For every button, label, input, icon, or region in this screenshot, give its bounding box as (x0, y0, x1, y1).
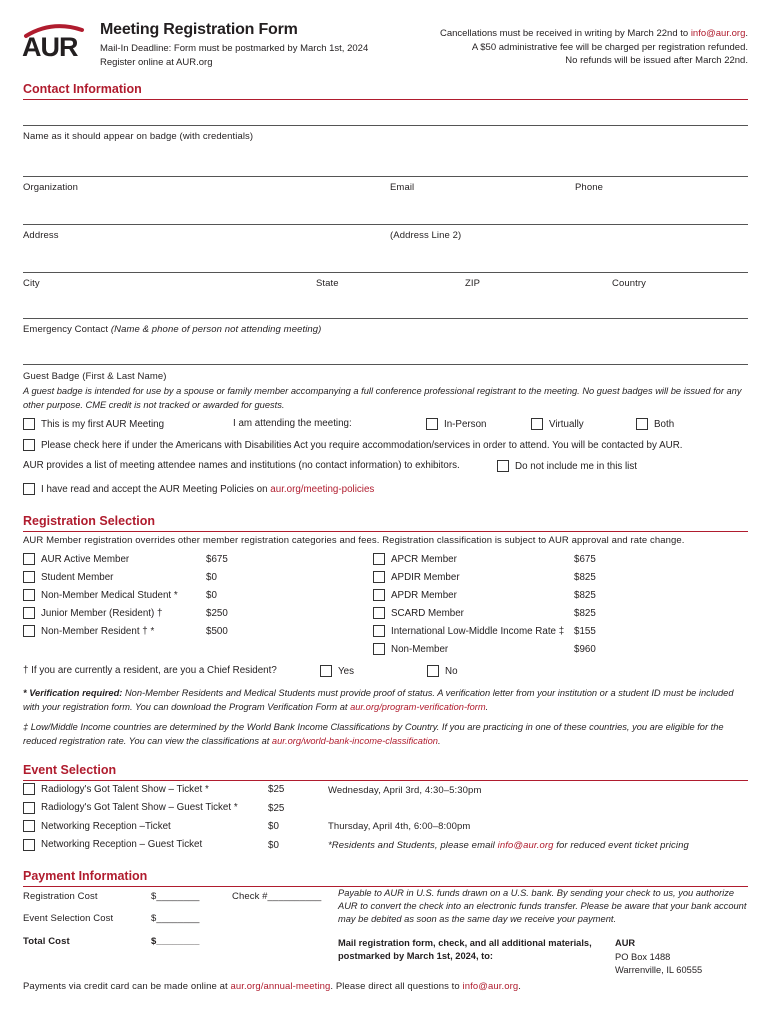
emergency-note: (Name & phone of person not attending meeting) (110, 324, 322, 335)
reg-right-checkbox[interactable] (373, 571, 385, 583)
event-label: Networking Reception –Ticket (41, 820, 171, 832)
reg-left-label: Student Member (41, 571, 114, 583)
footer-note (23, 981, 521, 992)
event-checkbox[interactable] (23, 802, 35, 814)
attending-label: I am attending the meeting: (233, 418, 352, 429)
total-cost-field[interactable]: $________ (151, 936, 200, 947)
reg-left-option (23, 553, 129, 565)
ada-label: Please check here if under the Americans with Disabilities Act you require accommodation/services in order to attend. You will be contacted by AUR. (41, 439, 683, 451)
contact-divider (23, 99, 748, 100)
event-label: Radiology's Got Talent Show – Guest Ticket * (41, 802, 238, 813)
reg-right-label: APCR Member (391, 553, 457, 565)
event-checkbox[interactable] (23, 839, 35, 851)
event-heading: Event Selection (23, 763, 117, 777)
policies-label: I have read and accept the AUR Meeting Policies on (41, 483, 268, 495)
payment-heading: Payment Information (23, 869, 148, 883)
reg-right-label: APDIR Member (391, 571, 460, 583)
guest-badge-label: Guest Badge (First & Last Name) (23, 371, 167, 382)
register-online: Register online at AUR.org (100, 57, 213, 68)
footer-email-link[interactable]: info@aur.org (462, 981, 519, 992)
reg-right-price: $155 (574, 626, 596, 637)
policies-row (23, 483, 374, 495)
reg-right-checkbox[interactable] (373, 607, 385, 619)
attendee-list-label: AUR provides a list of meeting attendee names and institutions (no contact information) to exhibitors. (23, 460, 460, 471)
ada-checkbox[interactable] (23, 439, 35, 451)
virtually-label: Virtually (549, 418, 584, 430)
event-price: $25 (268, 784, 285, 795)
reg-left-checkbox[interactable] (23, 571, 35, 583)
event-price: $25 (268, 802, 285, 814)
reg-right-label: Non-Member (391, 643, 449, 655)
event-checkbox[interactable] (23, 820, 35, 832)
event-date-thursday: Thursday, April 4th, 6:00–8:00pm (328, 821, 471, 832)
ada-row (23, 439, 683, 451)
email-label: Email (390, 182, 415, 193)
contact-heading: Contact Information (23, 82, 142, 96)
event-cost-label: Event Selection Cost (23, 913, 114, 924)
mail-instructions: Mail registration form, check, and all additional materials, postmarked by March 1st, 2024, to: (338, 938, 592, 961)
reg-left-checkbox[interactable] (23, 553, 35, 565)
reg-left-label: Non-Member Resident † * (41, 625, 155, 637)
policies-link[interactable]: aur.org/meeting-policies (270, 483, 375, 495)
emergency-text: Emergency Contact (23, 324, 111, 335)
attendee-list-row (23, 460, 460, 471)
reg-left-checkbox[interactable] (23, 589, 35, 601)
badge-name-field[interactable] (23, 125, 748, 126)
registration-divider (23, 531, 748, 532)
do-not-include-row (497, 460, 637, 472)
address2-label: (Address Line 2) (390, 230, 462, 241)
reg-right-checkbox[interactable] (373, 589, 385, 601)
event-note-text: *Residents and Students, please email (328, 840, 498, 851)
reg-right-option (373, 607, 464, 619)
event-price: $0 (268, 821, 279, 832)
do-not-include-label: Do not include me in this list (515, 460, 637, 472)
emergency-field[interactable] (23, 318, 748, 319)
cancel-text: Cancellations must be received in writing by March 22nd to (439, 28, 691, 39)
organization-label: Organization (23, 182, 79, 193)
event-divider (23, 780, 748, 781)
reg-right-price: $825 (574, 608, 596, 619)
guest-badge-field[interactable] (23, 364, 748, 365)
virtually-row (531, 418, 584, 430)
reg-right-price: $960 (574, 644, 596, 655)
reg-left-price: $675 (206, 554, 228, 565)
reg-left-option (23, 607, 162, 619)
virtually-checkbox[interactable] (531, 418, 543, 430)
verification-end: . (485, 702, 489, 712)
both-checkbox[interactable] (636, 418, 648, 430)
no-refund-note: No refunds will be issued after March 22nd. (565, 55, 748, 66)
aur-logo (22, 22, 86, 64)
reg-left-option (23, 625, 154, 637)
first-meeting-label: This is my first AUR Meeting (41, 418, 165, 430)
footer-end: . (518, 981, 522, 992)
event-cost-field[interactable]: $________ (151, 913, 200, 924)
event-pricing-note (328, 840, 689, 851)
lmi-text: ‡ Low/Middle Income countries are determined by the World Bank Income Classifications by Country. If you are practicing in one of these countries, you are eligible for the reduced registration rate. You can view the classifications at (23, 722, 724, 746)
reg-right-option (373, 625, 564, 637)
guest-badge-note: A guest badge is intended for use by a spouse or family member accompanying a full conference professional registrant to the meeting. No guest badges will be issued for any other purpose. CME credit is not tracked or awarded for guests. (23, 386, 742, 410)
event-option (23, 783, 209, 795)
event-label: Networking Reception – Guest Ticket (41, 839, 203, 850)
address-label: Address (23, 230, 59, 241)
in-person-label: In-Person (444, 418, 487, 430)
admin-fee-note: A $50 administrative fee will be charged per registration refunded. (471, 41, 748, 53)
payable-note: Payable to AUR in U.S. funds drawn on a U.S. bank. By sending your check to us, you authorize AUR to convert the check into an electronic funds transfer. Please be aware that your bank account may be debited as soon as the same day we receive your payment. (338, 888, 747, 924)
event-price: $0 (268, 839, 279, 851)
check-number-field[interactable]: Check #__________ (232, 891, 322, 902)
registration-cost-label: Registration Cost (23, 891, 98, 902)
form-title: Meeting Registration Form (100, 21, 298, 38)
reg-right-option (373, 643, 448, 655)
in-person-row (426, 418, 486, 430)
badge-name-label: Name as it should appear on badge (with credentials) (23, 131, 254, 142)
verification-text: Non-Member Residents and Medical Students must provide proof of status. A verification letter from your institution or a student ID must be included with your registration form. You can download the Program Verification Form at (23, 688, 734, 712)
reg-left-option (23, 589, 178, 601)
lmi-note (23, 720, 748, 748)
reg-right-label: SCARD Member (391, 607, 464, 619)
both-label: Both (654, 418, 675, 430)
chief-yes-checkbox[interactable] (320, 665, 332, 677)
first-meeting-row (23, 418, 164, 430)
chief-yes-label: Yes (338, 665, 354, 677)
phone-label: Phone (575, 182, 603, 193)
city-state-field[interactable] (23, 272, 748, 273)
reg-right-checkbox[interactable] (373, 625, 385, 637)
event-checkbox[interactable] (23, 783, 35, 795)
chief-question-row (23, 665, 277, 676)
verification-link[interactable]: aur.org/program-verification-form (350, 702, 486, 712)
reg-left-label: AUR Active Member (41, 553, 130, 565)
reg-right-checkbox[interactable] (373, 643, 385, 655)
registration-heading: Registration Selection (23, 514, 155, 528)
event-note-end: for reduced event ticket pricing (553, 840, 689, 851)
logo-text: AUR (22, 32, 78, 62)
chief-question-label: † If you are currently a resident, are you a Chief Resident? (23, 665, 277, 676)
reg-left-label: Junior Member (Resident) † (41, 607, 163, 619)
event-note-email[interactable]: info@aur.org (497, 840, 554, 851)
event-option (23, 839, 202, 851)
both-row (636, 418, 674, 430)
footer-mid: . Please direct all questions to (330, 981, 463, 992)
reg-left-price: $500 (206, 626, 228, 637)
registration-intro: AUR Member registration overrides other member registration categories and fees. Registration classification is subject to AUR approval and rate change. (23, 535, 685, 546)
lmi-end: . (437, 736, 441, 746)
chief-yes-row (320, 665, 354, 677)
country-label: Country (612, 278, 646, 289)
verification-title: * Verification required: (23, 688, 123, 698)
reg-right-label: APDR Member (391, 589, 457, 601)
zip-label: ZIP (465, 278, 481, 289)
in-person-checkbox[interactable] (426, 418, 438, 430)
total-cost-label: Total Cost (23, 936, 70, 947)
city-label: City (23, 278, 40, 289)
policies-checkbox[interactable] (23, 483, 35, 495)
chief-no-row (427, 665, 458, 677)
cancel-period: . (745, 28, 748, 39)
reg-right-option (373, 571, 460, 583)
cancel-email-link[interactable]: info@aur.org (690, 28, 746, 39)
emergency-label (23, 324, 321, 335)
address-field[interactable] (23, 224, 748, 225)
chief-no-label: No (445, 665, 458, 677)
reg-left-checkbox[interactable] (23, 625, 35, 637)
reg-left-price: $250 (206, 608, 228, 619)
reg-left-price: $0 (206, 572, 217, 583)
reg-right-label: International Low-Middle Income Rate ‡ (391, 625, 565, 637)
address-line-3: Warrenville, IL 60555 (615, 965, 703, 975)
event-option (23, 802, 238, 814)
event-option (23, 820, 171, 832)
reg-right-price: $825 (574, 572, 596, 583)
address-line-2: PO Box 1488 (615, 951, 671, 962)
reg-right-price: $825 (574, 590, 596, 601)
org-email-phone-field[interactable] (23, 176, 748, 177)
mail-deadline: Mail-In Deadline: Form must be postmarked by March 1st, 2024 (100, 43, 369, 54)
mailing-address (615, 937, 702, 978)
reg-right-checkbox[interactable] (373, 553, 385, 565)
lmi-link[interactable]: aur.org/world-bank-income-classification (271, 736, 438, 746)
address-line-1: AUR (615, 938, 636, 948)
registration-cost-field[interactable]: $________ (151, 891, 200, 902)
first-meeting-checkbox[interactable] (23, 418, 35, 430)
do-not-include-checkbox[interactable] (497, 460, 509, 472)
verification-note (23, 686, 748, 714)
reg-left-price: $0 (206, 590, 217, 601)
reg-right-price: $675 (574, 554, 596, 565)
reg-left-label: Non-Member Medical Student * (41, 589, 178, 601)
annual-meeting-link[interactable]: aur.org/annual-meeting (230, 981, 331, 992)
reg-right-option (373, 589, 457, 601)
attending-label-row (233, 418, 352, 429)
footer-text: Payments via credit card can be made online at (23, 981, 231, 992)
event-date-wednesday: Wednesday, April 3rd, 4:30–5:30pm (328, 785, 482, 796)
reg-left-option (23, 571, 113, 583)
state-label: State (316, 278, 339, 289)
reg-left-checkbox[interactable] (23, 607, 35, 619)
event-label: Radiology's Got Talent Show – Ticket * (41, 783, 209, 795)
cancellation-note (348, 27, 748, 68)
reg-right-option (373, 553, 457, 565)
chief-no-checkbox[interactable] (427, 665, 439, 677)
